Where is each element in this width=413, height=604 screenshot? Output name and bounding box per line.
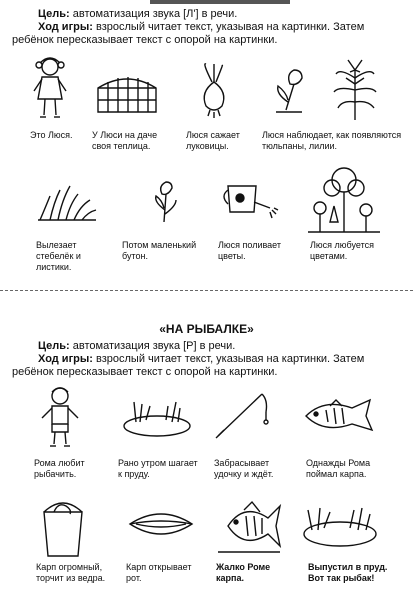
grass-icon <box>36 182 98 222</box>
lily-icon <box>330 58 380 120</box>
game-instructions-2 <box>12 353 404 379</box>
caption-2-7: Жалко Роме карпа. <box>216 562 271 583</box>
scan-edge <box>150 0 290 4</box>
caption-1-6: Потом маленький бутон. <box>122 240 197 261</box>
fish-icon <box>300 396 378 436</box>
goal-line-2 <box>38 340 398 353</box>
onion-icon <box>198 62 232 118</box>
game-label-2: Ход игры: <box>38 353 93 365</box>
pond-icon <box>120 398 194 438</box>
caption-2-3: Забрасывает удочку и ждёт. <box>214 458 274 479</box>
caption-1-7: Люся поливает цветы. <box>218 240 282 261</box>
goal-label-2: Цель: <box>38 340 70 352</box>
caption-1-4: Люся наблюдает, как появляются тюльпаны, лилии. <box>262 130 402 151</box>
caption-2-5: Карп огромный, торчит из ведра. <box>36 562 106 583</box>
girl-icon <box>30 55 70 123</box>
caption-2-4: Однажды Рома поймал карпа. <box>306 458 371 479</box>
game-instructions-1 <box>12 21 404 47</box>
caption-2-6: Карп открывает рот. <box>126 562 192 583</box>
game-text-2: взрослый читает текст, указывая на картинки. Затем ребёнок пересказывает текст с опорой на картинки. <box>12 353 365 378</box>
bud-icon <box>150 178 180 224</box>
caption-1-2: У Люси на даче своя теплица. <box>92 130 158 151</box>
goal-text-2: автоматизация звука [Р] в речи. <box>72 340 236 352</box>
game-label: Ход игры: <box>38 21 93 33</box>
caption-1-1: Это Люся. <box>30 130 73 140</box>
caption-1-8: Люся любуется цветами. <box>310 240 374 261</box>
goal-text: автоматизация звука [Л'] в речи. <box>72 8 238 20</box>
caption-1-3: Люся сажает луковицы. <box>186 130 240 151</box>
fishing-rod-icon <box>212 390 272 442</box>
flowers-tree-icon <box>304 166 384 236</box>
watering-can-icon <box>220 176 280 220</box>
boy-icon <box>38 386 82 448</box>
caption-2-2: Рано утром шагает к пруду. <box>118 458 198 479</box>
caption-2-8: Выпустил в пруд. Вот так рыбак! <box>308 562 388 583</box>
pond-grass-icon <box>300 504 380 548</box>
section-2-title: «НА РЫБАЛКЕ» <box>159 322 254 336</box>
section-divider <box>0 290 413 291</box>
caption-2-1: Рома любит рыбачить. <box>34 458 85 479</box>
mouth-icon <box>126 504 196 544</box>
goal-label: Цель: <box>38 8 70 20</box>
caption-1-5: Вылезает стебелёк и листики. <box>36 240 81 272</box>
greenhouse-icon <box>94 72 160 114</box>
game-text: взрослый читает текст, указывая на картинки. Затем ребёнок пересказывает текст с опорой на картинки. <box>12 21 365 46</box>
goal-line-1 <box>38 8 398 21</box>
carp-icon <box>214 498 284 554</box>
tulip-icon <box>272 64 312 114</box>
bucket-icon <box>40 500 86 558</box>
